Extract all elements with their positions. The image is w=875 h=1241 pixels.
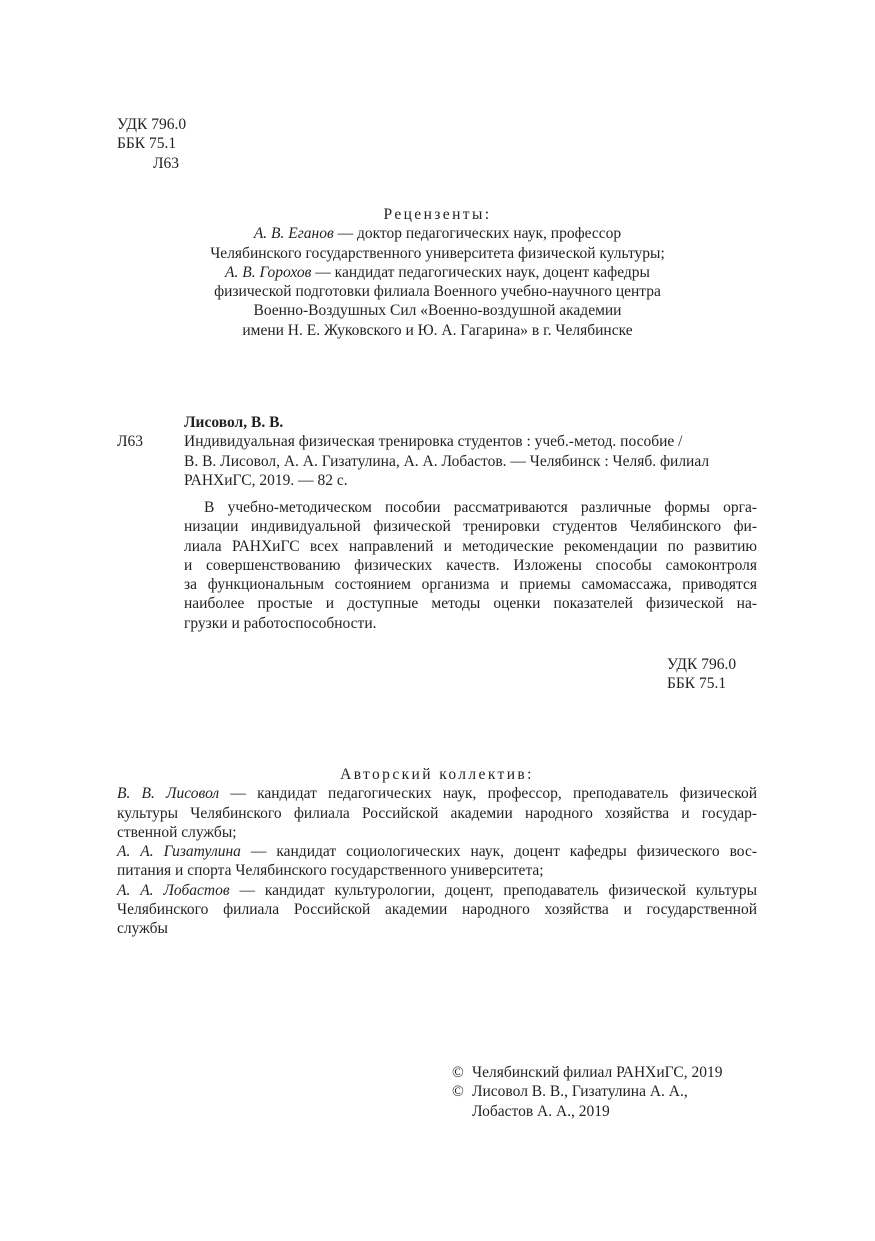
author-mark: Л63: [153, 154, 180, 172]
author-1-affiliation: культуры Челябинского филиала Российской академии народного хозяйства и государ-: [117, 804, 757, 822]
bbk-code: ББК 75.1: [667, 675, 727, 693]
copyright-block: [452, 1063, 772, 1121]
reviewer-2-affiliation-1: физической подготовки филиала Военного учебно-научного центра: [214, 283, 661, 301]
reviewers-heading: Рецензенты:: [383, 206, 492, 223]
copyright-2-text: Лисовол В. В., Гизатулина А. А.,: [472, 1083, 688, 1101]
copyright-1: [452, 1063, 772, 1082]
reviewer-1-name: А. В. Еганов: [253, 225, 334, 243]
author-3-affiliation: Челябинского филиала Российской академии народного хозяйства и государственной: [117, 901, 757, 919]
author-3-title: — кандидат культурологии, доцент, преподаватель физической культуры: [229, 881, 757, 899]
authors-block: [117, 765, 757, 939]
reviewer-1: [170, 224, 705, 243]
reviewer-2-affiliation-3: имени Н. Е. Жуковского и Ю. А. Гагарина» в г. Челябинске: [242, 321, 633, 339]
author-1-name: В. В. Лисовол: [117, 785, 220, 803]
copyright-2-cont: Лобастов А. А., 2019: [472, 1102, 610, 1120]
reviewer-2: [170, 263, 705, 282]
annotation-line: за функциональным состоянием организма и приемы самомассажа, приводятся: [184, 576, 757, 594]
annotation-line: грузки и работоспособности.: [184, 614, 377, 632]
udk-block-top: [117, 115, 317, 173]
author-1-affiliation-end: ственной службы;: [117, 823, 237, 841]
annotation: [184, 498, 757, 633]
reviewers-block: [170, 205, 705, 340]
copyright-icon: ©: [452, 1083, 464, 1101]
copyright-2: [452, 1082, 772, 1101]
author-1: [117, 784, 757, 803]
annotation-line: В учебно-методическом пособии рассматриваются различные формы орга-: [204, 499, 757, 516]
author-2-affiliation: питания и спорта Челябинского государственного университета;: [117, 862, 544, 880]
reviewer-2-affiliation-2: Военно-Воздушных Сил «Военно-воздушной академии: [253, 302, 622, 320]
annotation-line: и совершенствованию физических качеств. Изложены способы самоконтроля: [184, 556, 757, 574]
card-code: Л63: [117, 433, 144, 451]
author-3-name: А. А. Лобастов: [117, 881, 230, 899]
card-author: Лисовол, В. В.: [184, 414, 284, 431]
bbk-code: ББК 75.1: [117, 135, 177, 153]
reviewer-2-name: А. В. Горохов: [225, 263, 312, 281]
card-authors-line: В. В. Лисовол, А. А. Гизатулина, А. А. Лобастов. — Челябинск : Челяб. филиал: [184, 452, 710, 470]
author-2: [117, 842, 757, 861]
udk-code: УДК 796.0: [667, 656, 737, 673]
udk-code: УДК 796.0: [117, 116, 187, 133]
udk-block-bottom: [667, 655, 787, 694]
copyright-icon: ©: [452, 1064, 464, 1081]
author-3: [117, 881, 757, 900]
author-2-name: А. А. Гизатулина: [117, 843, 241, 861]
reviewer-1-title: — доктор педагогических наук, профессор: [333, 225, 622, 243]
author-1-title: — кандидат педагогических наук, профессор, преподаватель физической: [219, 785, 757, 803]
annotation-line: наиболее простые и доступные методы оценки показателей физической на-: [184, 595, 757, 613]
card-publisher-line: РАНХиГС, 2019. — 82 с.: [184, 471, 348, 489]
author-2-title: — кандидат социологических наук, доцент кафедры физического вос-: [240, 843, 757, 861]
author-3-affiliation-end: службы: [117, 920, 168, 938]
reviewer-1-affiliation: Челябинского государственного университета физической культуры;: [210, 244, 665, 262]
annotation-line: низации индивидуальной физической тренировки студентов Челябинского фи-: [184, 518, 757, 536]
catalog-card: [117, 413, 757, 490]
reviewer-2-title: — кандидат педагогических наук, доцент кафедры: [311, 263, 650, 281]
authors-heading: Авторский коллектив:: [340, 766, 534, 783]
annotation-line: лиала РАНХиГС всех направлений и методические рекомендации по развитию: [184, 537, 757, 555]
copyright-1-text: Челябинский филиал РАНХиГС, 2019: [472, 1064, 723, 1081]
card-title-line: Индивидуальная физическая тренировка студентов : учеб.-метод. пособие /: [184, 433, 683, 451]
